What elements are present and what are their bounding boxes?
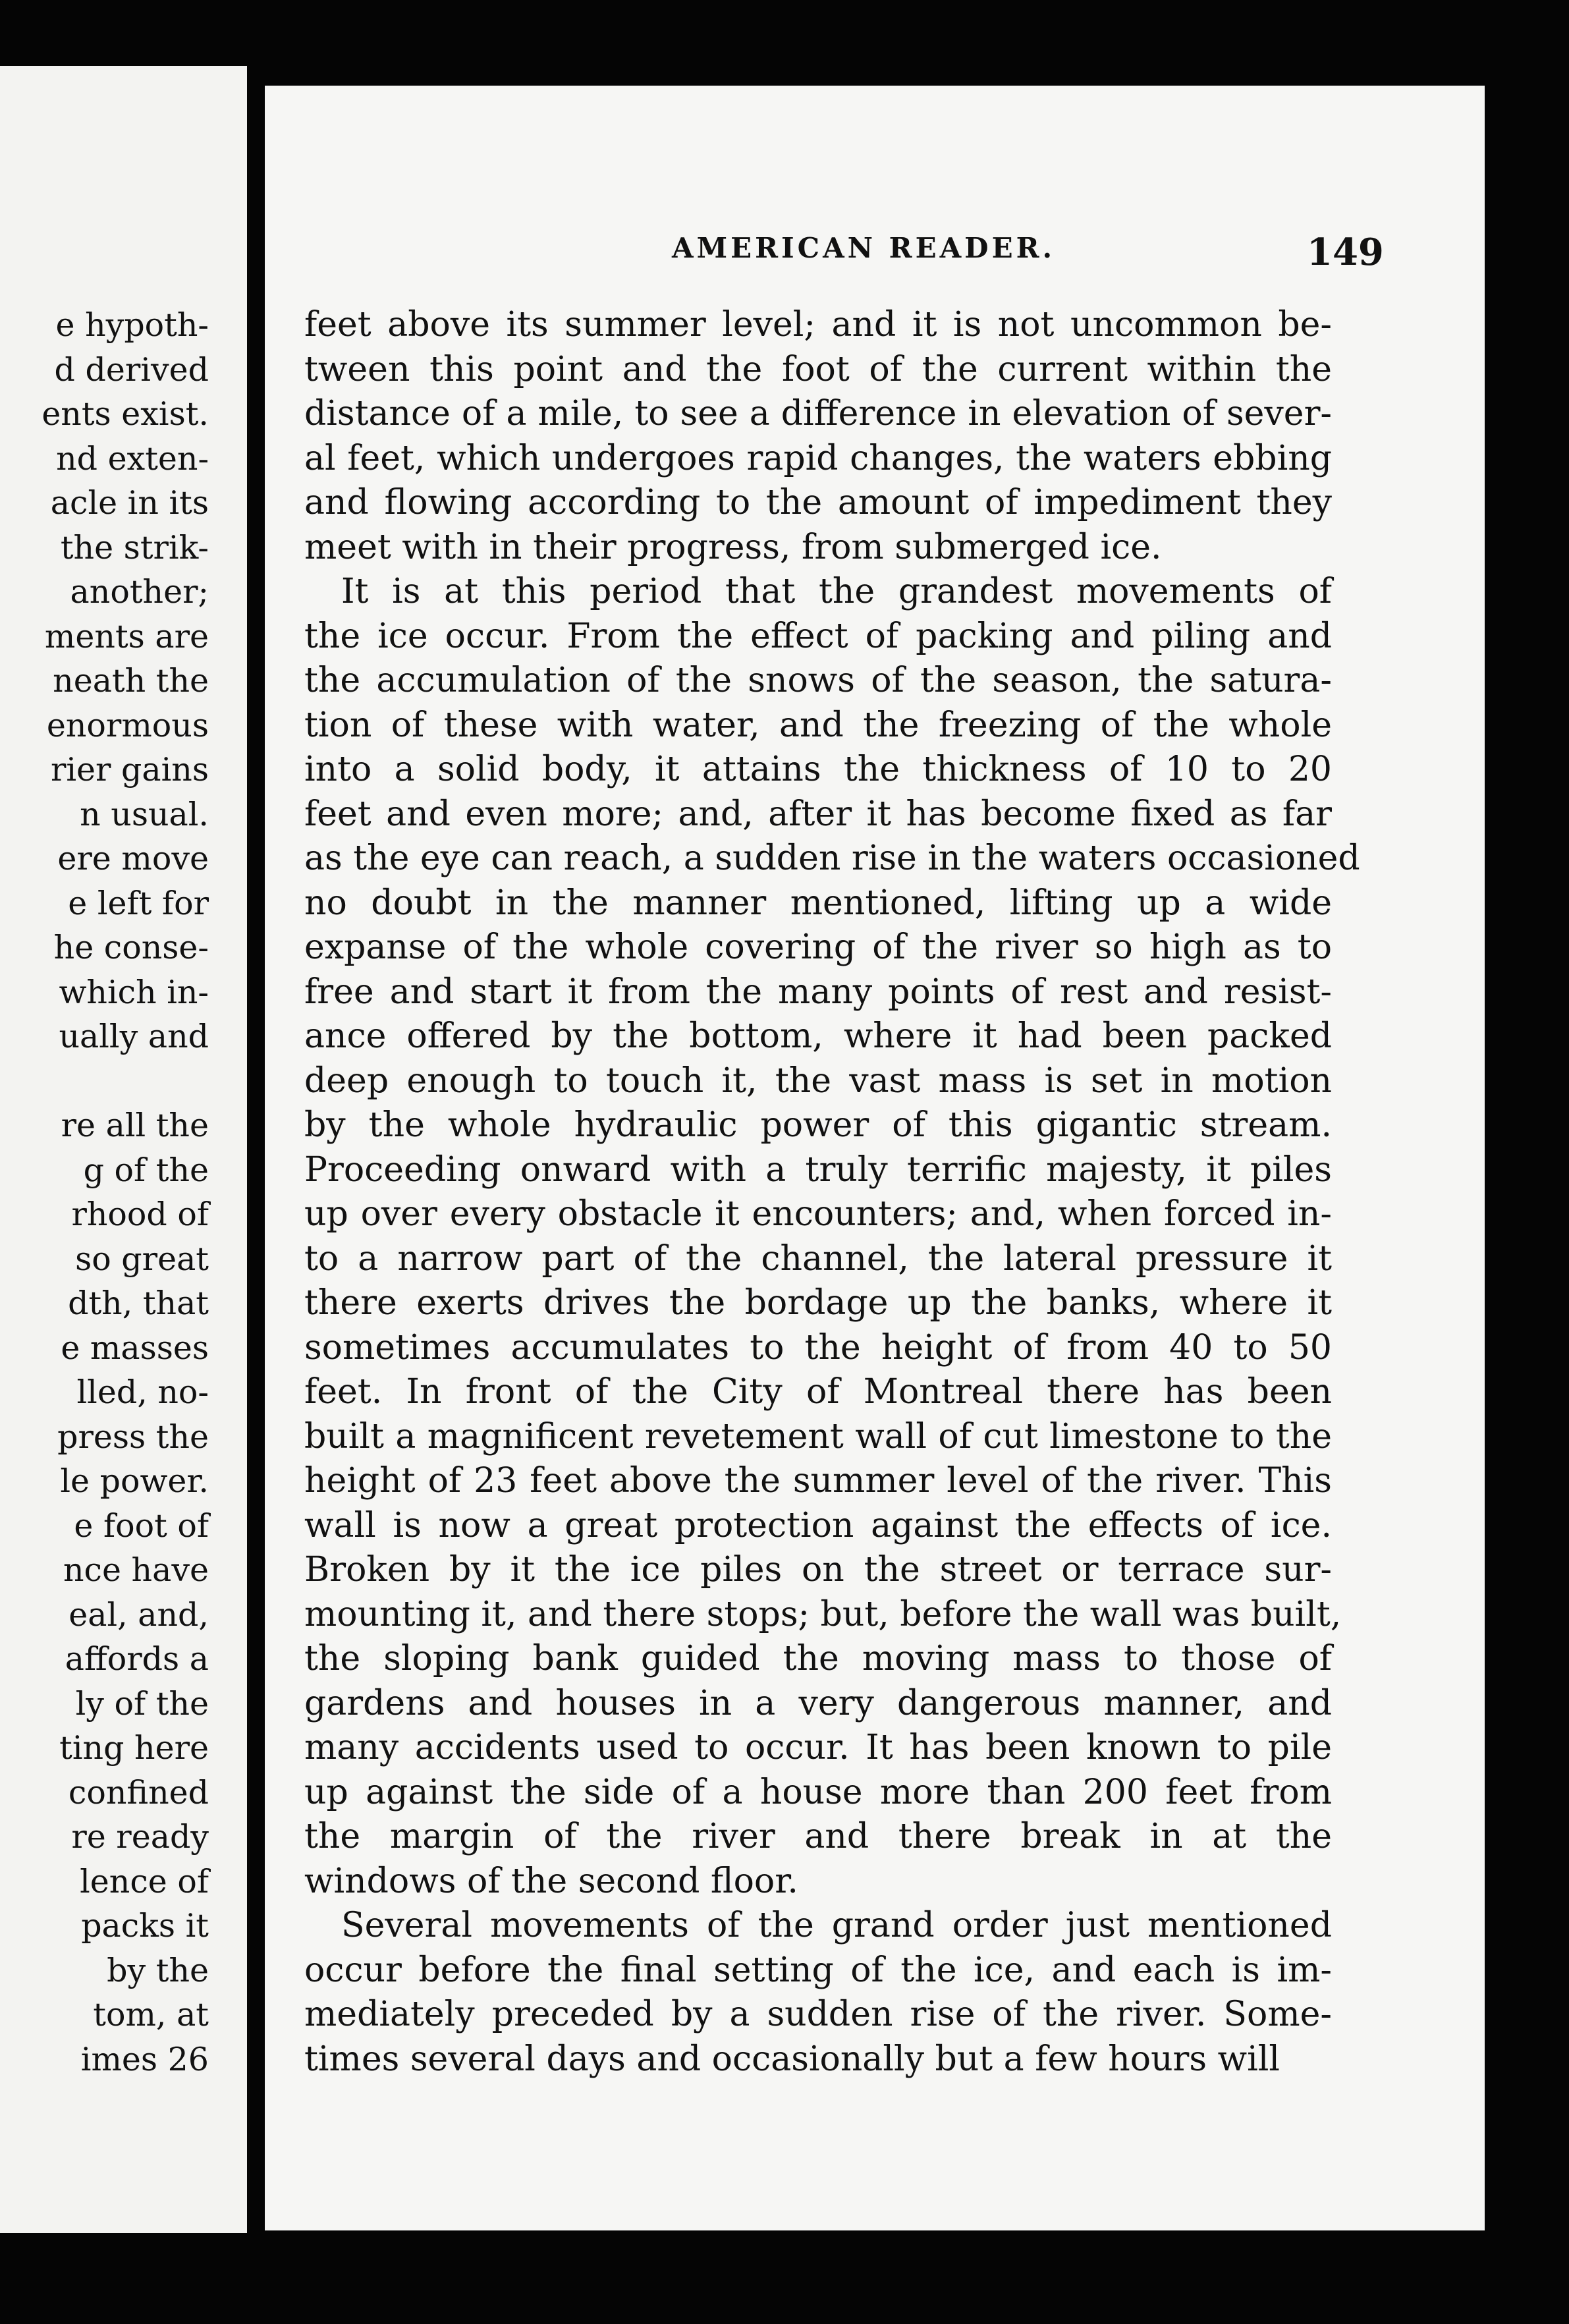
- text-line: wall is now a great protection against the effects of ice.: [304, 1505, 1332, 1545]
- facing-page-line: e left for: [68, 884, 209, 922]
- paragraph: [304, 570, 1360, 1904]
- facing-page-line: by the: [107, 1951, 209, 1989]
- page-number: 149: [1307, 231, 1384, 274]
- facing-page-line: ly of the: [75, 1684, 209, 1723]
- facing-page-line: le power.: [60, 1462, 209, 1500]
- text-line: up against the side of a house more than 200 feet from: [304, 1772, 1332, 1812]
- text-line: tion of these with water, and the freezing of the whole: [304, 705, 1332, 745]
- facing-page-line: [41, 1059, 209, 1104]
- facing-page-line: imes 26: [80, 2040, 209, 2078]
- facing-page-line: dth, that: [68, 1285, 209, 1322]
- facing-page-line: ere move: [57, 840, 209, 877]
- facing-page-line: rhood of: [71, 1196, 209, 1233]
- text-line: built a magnificent revetement wall of cut limestone to the: [304, 1416, 1332, 1456]
- text-line: the accumulation of the snows of the season, the satura-: [304, 661, 1332, 700]
- text-line: Broken by it the ice piles on the street or terrace sur-: [304, 1550, 1332, 1590]
- facing-page-line: re all the: [61, 1107, 209, 1144]
- facing-page-line: n usual.: [80, 795, 209, 833]
- facing-page-line: lled, no-: [76, 1373, 209, 1411]
- facing-page-line: he conse-: [53, 929, 209, 966]
- facing-page-line: confined: [68, 1773, 209, 1812]
- text-line: into a solid body, it attains the thickness of 10 to 20: [304, 750, 1332, 789]
- text-line: distance of a mile, to see a difference in elevation of sever-: [304, 394, 1332, 433]
- text-line: to a narrow part of the channel, the lateral pressure it: [304, 1238, 1332, 1279]
- facing-page-line: ually and: [59, 1018, 209, 1055]
- text-line: the margin of the river and there break in at the: [304, 1817, 1332, 1856]
- text-line: free and start it from the many points of rest and resist-: [304, 972, 1332, 1012]
- text-line: occur before the final setting of the ice, and each is im-: [304, 1950, 1332, 1990]
- text-line: expanse of the whole covering of the river so high as to: [304, 927, 1332, 967]
- body-text: [304, 303, 1360, 2082]
- text-line: the sloping bank guided the moving mass to those of: [304, 1639, 1332, 1678]
- text-line: deep enough to touch it, the vast mass is set in motion: [304, 1061, 1332, 1101]
- facing-page-line: ting here: [59, 1729, 209, 1767]
- facing-page-line: neath the: [53, 662, 209, 700]
- facing-page-line: e foot of: [74, 1507, 209, 1545]
- facing-page-line: eal, and,: [69, 1595, 209, 1634]
- text-line: many accidents used to occur. It has been known to pile: [304, 1728, 1332, 1767]
- facing-page-line: e hypoth-: [55, 306, 209, 344]
- text-line: mounting it, and there stops; but, before the wall was built,: [304, 1594, 1342, 1634]
- facing-page-line: the strik-: [60, 528, 209, 567]
- text-line: feet. In front of the City of Montreal there has been: [304, 1372, 1332, 1412]
- facing-page-line: lence of: [80, 1862, 209, 1900]
- facing-page-line: g of the: [83, 1151, 209, 1189]
- facing-page-fragment: [0, 66, 247, 2233]
- facing-page-line: re ready: [71, 1818, 209, 1856]
- text-line: It is at this period that the grandest movements of: [341, 572, 1332, 611]
- facing-page-text: [41, 303, 209, 2082]
- facing-page-line: nd exten-: [56, 439, 209, 478]
- text-line: there exerts drives the bordage up the banks, where it: [304, 1283, 1332, 1323]
- paragraph: [304, 303, 1332, 570]
- text-line: tween this point and the foot of the current within the: [304, 349, 1332, 389]
- facing-page-line: which in-: [59, 973, 209, 1011]
- facing-page-line: ents exist.: [41, 395, 209, 433]
- facing-page-line: tom, at: [93, 1996, 209, 2034]
- facing-page-line: d derived: [54, 350, 209, 389]
- text-line: by the whole hydraulic power of this gigantic stream.: [304, 1105, 1332, 1145]
- facing-page-line: enormous: [46, 706, 209, 744]
- facing-page-line: press the: [57, 1418, 209, 1456]
- text-line: mediately preceded by a sudden rise of the river. Some-: [304, 1995, 1332, 2034]
- text-line: and flowing according to the amount of impediment they: [304, 483, 1332, 522]
- text-line: windows of the second floor.: [304, 1861, 798, 1901]
- text-line: as the eye can reach, a sudden rise in the waters occasioned: [304, 839, 1360, 878]
- text-line: feet above its summer level; and it is not uncommon be-: [304, 305, 1332, 345]
- facing-page-line: another;: [70, 573, 209, 611]
- facing-page-line: rier gains: [50, 751, 209, 788]
- text-line: height of 23 feet above the summer level of the river. This: [304, 1461, 1332, 1501]
- facing-page-line: nce have: [63, 1551, 209, 1589]
- text-line: up over every obstacle it encounters; and, when forced in-: [304, 1194, 1332, 1234]
- text-line: feet and even more; and, after it has become fixed as far: [304, 794, 1332, 834]
- text-line: no doubt in the manner mentioned, lifting up a wide: [304, 883, 1332, 923]
- running-head: AMERICAN READER.: [672, 232, 1056, 264]
- facing-page-line: ments are: [44, 617, 209, 655]
- text-line: al feet, which undergoes rapid changes, the waters ebbing: [304, 438, 1332, 478]
- facing-page-line: packs it: [81, 1907, 209, 1945]
- text-line: Proceeding onward with a truly terrific majesty, it piles: [304, 1149, 1332, 1190]
- facing-page-line: affords a: [65, 1640, 209, 1678]
- text-line: times several days and occasionally but a few hours will: [304, 2039, 1280, 2079]
- text-line: gardens and houses in a very dangerous manner, and: [304, 1683, 1332, 1723]
- text-line: the ice occur. From the effect of packing and piling and: [304, 616, 1332, 656]
- paragraph: [304, 1904, 1332, 2082]
- facing-page-line: e masses: [61, 1329, 209, 1367]
- facing-page-line: so great: [75, 1240, 209, 1278]
- book-page: [265, 86, 1485, 2230]
- text-line: ance offered by the bottom, where it had been packed: [304, 1016, 1332, 1056]
- text-line: sometimes accumulates to the height of from 40 to 50: [304, 1327, 1332, 1368]
- text-line: meet with in their progress, from submerged ice.: [304, 527, 1162, 567]
- facing-page-line: acle in its: [50, 484, 209, 522]
- text-line: Several movements of the grand order just mentioned: [341, 1906, 1332, 1945]
